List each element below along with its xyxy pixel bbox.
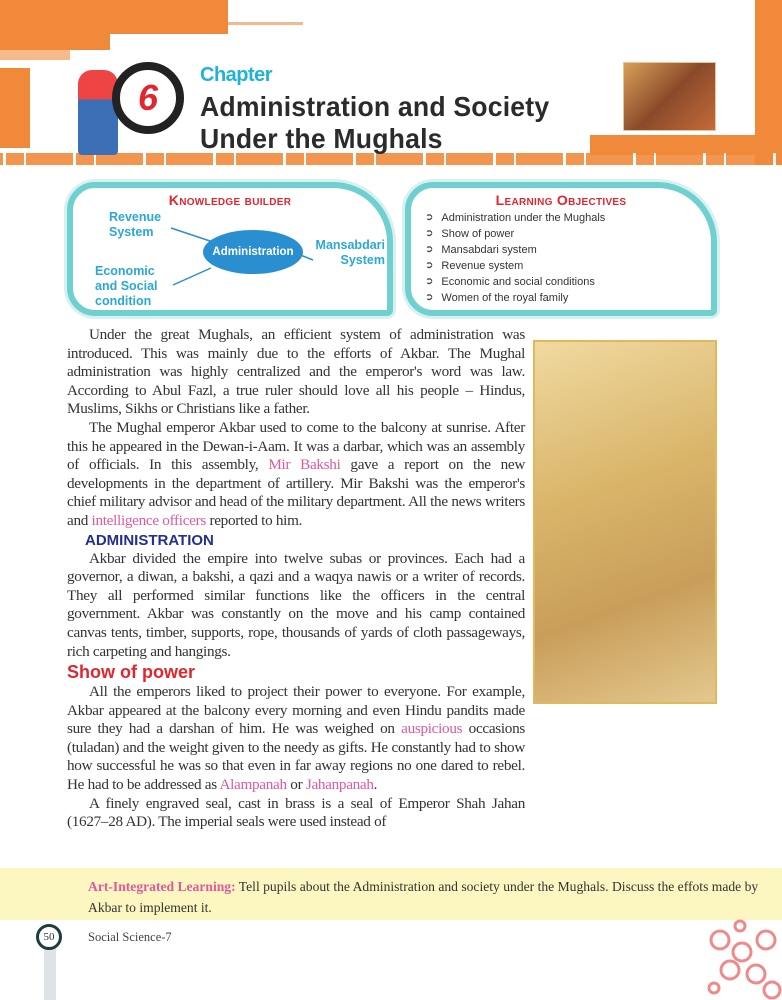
dancer-illustration: [78, 70, 118, 155]
arrow-bullet-icon: ➲: [425, 212, 434, 223]
highlight-term: Mir Bakshi: [268, 456, 341, 474]
decorative-circles-icon: [700, 918, 782, 1000]
text: or: [286, 776, 306, 794]
objective-text: Mansabdari system: [441, 244, 537, 256]
paragraph-power: [67, 683, 525, 795]
objective-item: [425, 242, 711, 258]
objective-item: [425, 274, 711, 290]
header-bar: [0, 50, 70, 60]
section-heading-administration: ADMINISTRATION: [85, 531, 214, 549]
arrow-bullet-icon: ➲: [425, 228, 434, 239]
arrow-bullet-icon: ➲: [425, 292, 434, 303]
objective-item: [425, 258, 711, 274]
section-heading-show-of-power: Show of power: [67, 662, 195, 683]
node-revenue: Revenue System: [109, 210, 162, 239]
learning-objectives-heading: Learning Objectives: [495, 192, 627, 208]
chapter-title-line2: Under the Mughals: [200, 123, 443, 154]
header-bar: [0, 68, 30, 148]
objective-text: Economic and social conditions: [441, 276, 595, 288]
highlight-term: Jahanpanah: [305, 776, 374, 794]
header-bar: [0, 0, 228, 34]
art-text: Tell pupils about the Administration and society under the Mughals. Discuss the effots made by Akbar to implement it.: [88, 879, 759, 915]
text: gave a report on the new developments in the department of artillery. Mir Bakshi was the emperor's chief military advisor and head of the military department. All the news writers and: [67, 456, 525, 529]
paragraph-darbar: [67, 419, 525, 531]
paragraph-subas: Akbar divided the empire into twelve subas or provinces. Each had a governor, a diwan, a bakshi, a qazi and a waqya nawis or a writer of records. They all performed similar functions like the officers in the central government. Akbar was constantly on the move and his camp contained canvas tents, timber, supports, rope, thousands of yards of cloth passageways, rich carpeting and hangings.: [67, 549, 525, 660]
objective-text: Administration under the Mughals: [441, 212, 606, 224]
objective-text: Women of the royal family: [441, 292, 569, 304]
header-bar: [0, 34, 110, 50]
objective-text: Show of power: [441, 228, 515, 240]
chapter-number: 6: [137, 77, 159, 118]
text: .: [373, 776, 378, 794]
objective-item: [425, 226, 711, 242]
text: reported to him.: [205, 511, 303, 529]
art-integrated-learning-box: [0, 868, 782, 920]
book-name: Social Science-7: [88, 930, 172, 944]
battle-painting-thumbnail: [623, 62, 716, 131]
mughal-court-painting: [533, 340, 717, 704]
node-mansabdari: Mansabdari System: [315, 238, 385, 267]
highlight-term: intelligence officers: [91, 511, 206, 529]
learning-objectives-box: [405, 182, 717, 316]
highlight-term: auspicious: [401, 720, 463, 738]
paragraph-intro: Under the great Mughals, an efficient system of administration was introduced. This was mainly due to the efforts of Akbar. The Mughal administration was highly centralized and the emperor's word was law. According to Abul Fazl, a true ruler should love all his people – Hindus, Muslims, Sikhs or Christians like a father.: [67, 326, 525, 418]
objective-text: Revenue system: [441, 260, 524, 272]
page-number-badge: [36, 924, 62, 950]
paragraph-seal: A finely engraved seal, cast in brass is a seal of Emperor Shah Jahan (1627–28 AD). The imperial seals were used instead of: [67, 794, 525, 831]
chapter-label: Chapter: [200, 64, 273, 86]
chapter-number-badge: [112, 62, 184, 134]
objective-item: [425, 210, 711, 226]
header-bar: [755, 0, 782, 165]
text: The Mughal emperor Akbar used to come to the balcony at sunrise. After this he appeared in the Dewan-i-Aam. It was a darbar, which was an assembly of officials. In this assembly,: [67, 418, 525, 474]
header-bar: [590, 135, 755, 155]
page-number: 50: [43, 931, 55, 943]
knowledge-builder-heading: Knowledge builder: [168, 192, 292, 208]
objective-item: [425, 290, 711, 306]
knowledge-builder-box: [67, 182, 393, 316]
text: occasions (tuladan) and the weight given to the needy as gifts. He constantly had to show how successful he was so that even in far away regions no one dared to rebel. He had to be addressed as: [67, 720, 525, 794]
text: All the emperors liked to project their power to everyone. For example, Akbar appeared at the balcony every morning and even Hindu pandits made sure they had a darshan of him. He was weighed on: [67, 683, 525, 738]
arrow-bullet-icon: ➲: [425, 260, 434, 271]
node-economic: Economic and Social condition: [95, 264, 158, 308]
chapter-title-line1: Administration and Society: [200, 91, 550, 122]
highlight-term: Alampanah: [219, 776, 287, 794]
body-text: [67, 326, 525, 832]
art-label: Art-Integrated Learning:: [88, 879, 236, 894]
header-bar: [228, 22, 303, 25]
arrow-bullet-icon: ➲: [425, 276, 434, 287]
arrow-bullet-icon: ➲: [425, 244, 434, 255]
administration-node: Administration: [203, 230, 303, 274]
